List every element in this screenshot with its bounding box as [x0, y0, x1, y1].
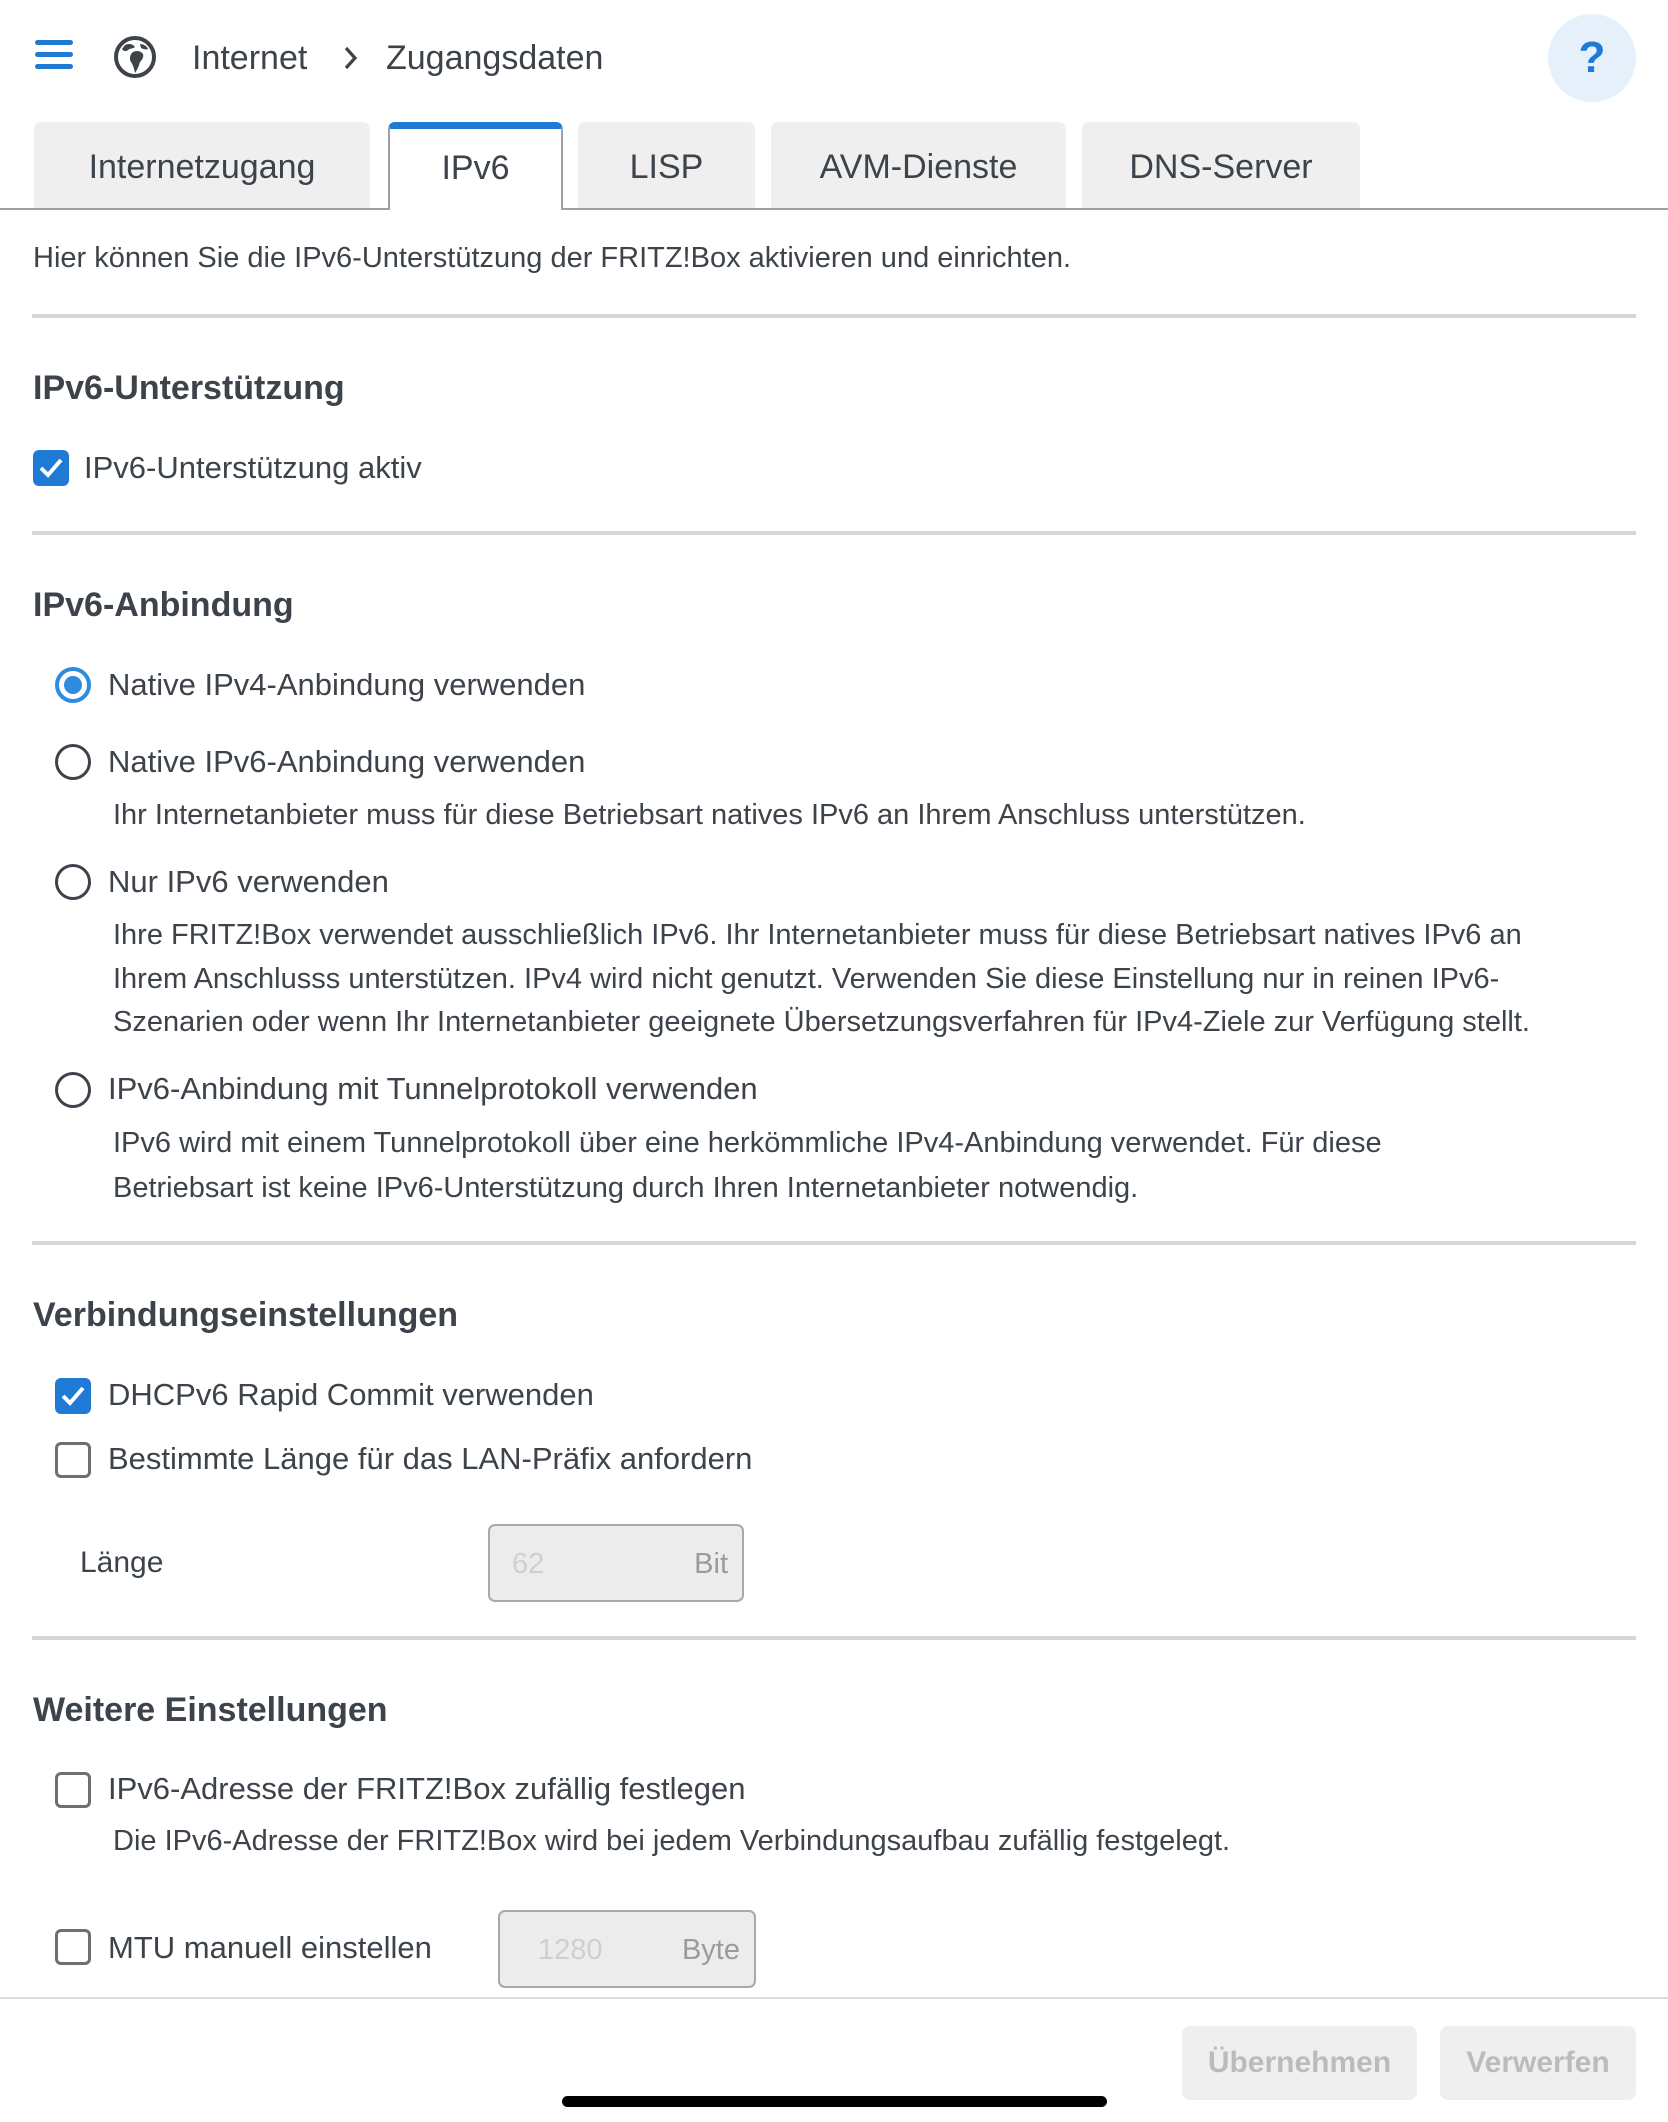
tab-avm-dienste[interactable]: AVM-Dienste [771, 122, 1066, 208]
radio-native-ipv4[interactable] [55, 667, 91, 703]
radio-tunnel-label[interactable]: IPv6-Anbindung mit Tunnelprotokoll verwenden [108, 1071, 758, 1106]
radio-tunnel[interactable] [55, 1072, 91, 1108]
length-field-label: Länge [80, 1546, 164, 1579]
section-heading-connection: Verbindungseinstellungen [33, 1296, 459, 1334]
rapid-commit-label[interactable]: DHCPv6 Rapid Commit verwenden [108, 1377, 594, 1412]
length-input[interactable] [488, 1524, 744, 1602]
footer-bar [0, 1997, 1668, 2122]
mtu-input-unit: Byte [681, 1934, 740, 1966]
random-address-label[interactable]: IPv6-Adresse der FRITZ!Box zufällig festlegen [108, 1771, 746, 1806]
radio-tunnel-description-line: Betriebsart ist keine IPv6-Unterstützung durch Ihren Internetanbieter notwendig. [113, 1172, 1139, 1204]
tab-bar [0, 122, 1668, 210]
rapid-commit-checkbox[interactable] [55, 1378, 91, 1414]
mtu-label[interactable]: MTU manuell einstellen [108, 1930, 432, 1965]
radio-native-ipv4-label[interactable]: Native IPv4-Anbindung verwenden [108, 667, 586, 702]
chevron-right-icon [340, 43, 362, 73]
intro-text: Hier können Sie die IPv6-Unterstützung der FRITZ!Box aktivieren und einrichten. [33, 242, 1072, 274]
section-heading-support: IPv6-Unterstützung [33, 369, 345, 407]
home-indicator[interactable] [562, 2096, 1107, 2107]
divider [32, 531, 1636, 535]
tab-dns-server[interactable]: DNS-Server [1082, 122, 1360, 208]
mtu-input[interactable] [498, 1910, 756, 1988]
ipv6-support-checkbox[interactable] [33, 450, 69, 486]
radio-native-ipv6-label[interactable]: Native IPv6-Anbindung verwenden [108, 744, 586, 779]
section-heading-more: Weitere Einstellungen [33, 1691, 388, 1729]
top-bar [0, 0, 1668, 115]
radio-ipv6-only[interactable] [55, 864, 91, 900]
radio-ipv6-only-description-line: Ihrem Anschlusss unterstützen. IPv4 wird nicht genutzt. Verwenden Sie diese Einstellung nur in reinen IPv6- [113, 963, 1500, 995]
section-heading-binding: IPv6-Anbindung [33, 586, 294, 624]
breadcrumb-internet[interactable]: Internet [192, 39, 308, 77]
tab-internetzugang[interactable]: Internetzugang [34, 122, 370, 208]
length-input-unit: Bit [694, 1548, 728, 1580]
divider [32, 1241, 1636, 1245]
mtu-input-value: 1280 [538, 1934, 603, 1966]
tab-lisp[interactable]: LISP [578, 122, 755, 208]
divider [32, 1636, 1636, 1640]
radio-tunnel-description-line: IPv6 wird mit einem Tunnelprotokoll über eine herkömmliche IPv4-Anbindung verwendet. Für diese [113, 1127, 1382, 1159]
mtu-checkbox[interactable] [55, 1929, 91, 1965]
radio-ipv6-only-description-line: Ihre FRITZ!Box verwendet ausschließlich IPv6. Ihr Internetanbieter muss für diese Betriebsart natives IPv6 an [113, 919, 1522, 951]
ipv6-support-label[interactable]: IPv6-Unterstützung aktiv [84, 450, 422, 485]
length-input-value: 62 [512, 1548, 545, 1580]
radio-ipv6-only-label[interactable]: Nur IPv6 verwenden [108, 864, 389, 899]
radio-native-ipv6[interactable] [55, 744, 91, 780]
random-address-description: Die IPv6-Adresse der FRITZ!Box wird bei jedem Verbindungsaufbau zufällig festgelegt. [113, 1825, 1231, 1857]
checkmark-icon [38, 456, 64, 480]
divider [32, 314, 1636, 318]
discard-button[interactable]: Verwerfen [1440, 2026, 1636, 2100]
help-button[interactable]: ? [1548, 14, 1636, 102]
apply-button[interactable]: Übernehmen [1182, 2026, 1417, 2100]
checkmark-icon [60, 1384, 86, 1408]
globe-icon [113, 35, 157, 79]
tab-ipv6[interactable]: IPv6 [388, 122, 563, 210]
prefix-length-checkbox[interactable] [55, 1442, 91, 1478]
radio-ipv6-only-description-line: Szenarien oder wenn Ihr Internetanbieter geeignete Übersetzungsverfahren für IPv4-Ziele zur Verfügung stellt. [113, 1006, 1530, 1038]
hamburger-menu-icon[interactable] [35, 40, 73, 70]
radio-native-ipv6-description: Ihr Internetanbieter muss für diese Betriebsart natives IPv6 an Ihrem Anschluss unterstützen. [113, 799, 1306, 831]
random-address-checkbox[interactable] [55, 1772, 91, 1808]
prefix-length-label[interactable]: Bestimmte Länge für das LAN-Präfix anfordern [108, 1441, 753, 1476]
breadcrumb-zugangsdaten: Zugangsdaten [386, 39, 604, 77]
